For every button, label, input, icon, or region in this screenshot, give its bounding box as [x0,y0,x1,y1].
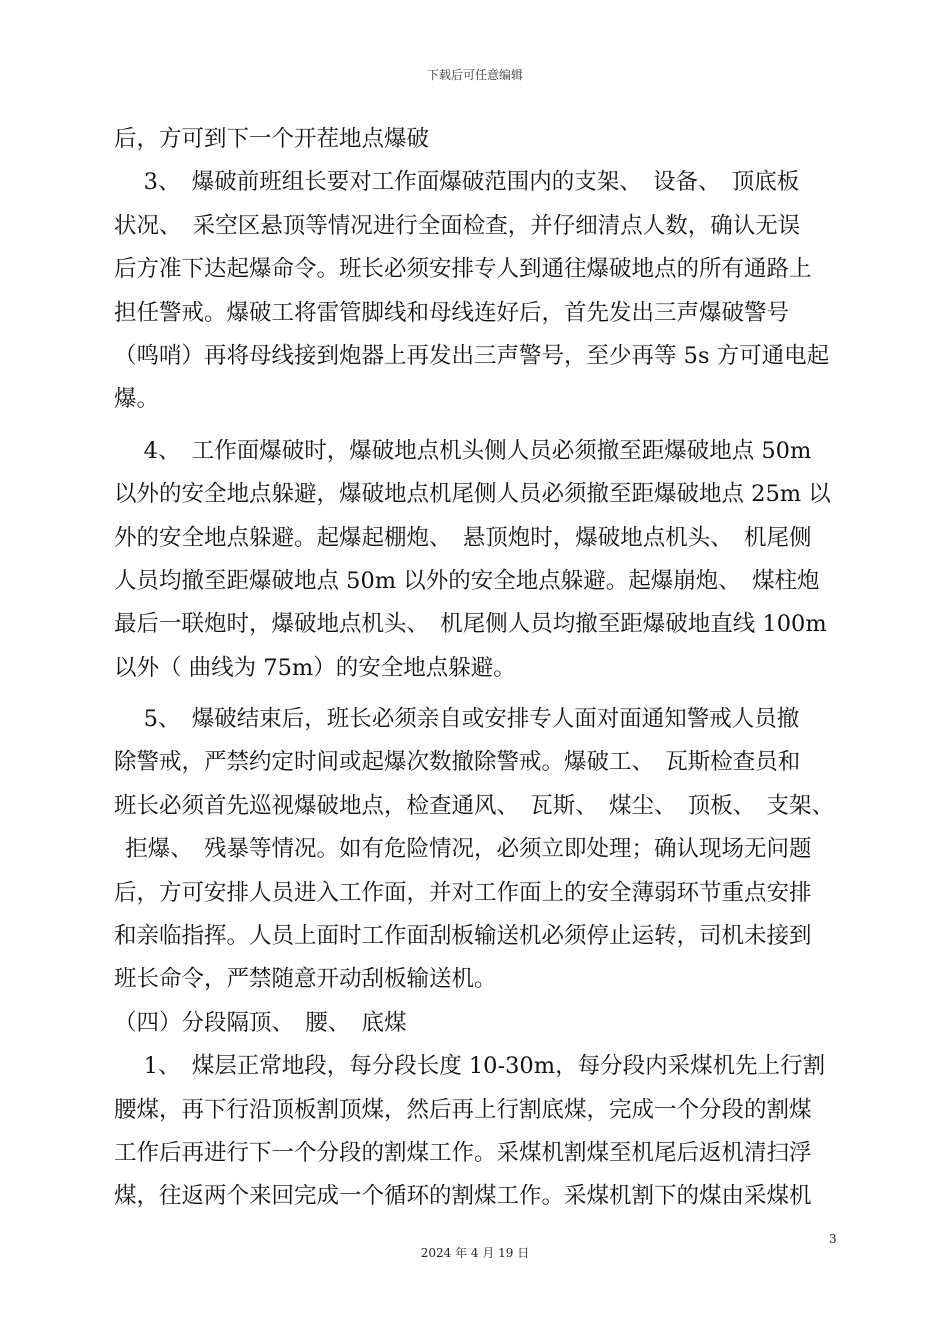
text-line: 状况、 采空区悬顶等情况进行全面检查，并仔细清点人数，确认无误 [114,212,801,239]
text-line: 最后一联炮时，爆破地点机头、 机尾侧人员均撤至距爆破地直线 100m [114,611,827,638]
text-line: 后，方可到下一个开茬地点爆破 [114,126,430,152]
text-line: 爆。 [114,386,160,413]
page-number: 3 [829,1232,837,1246]
text-line: （鸣哨）再将母线接到炮器上再发出三声警号，至少再等 5s 方可通电起 [114,342,830,369]
text-line: 煤，往返两个来回完成一个循环的割煤工作。采煤机割下的煤由采煤机 [114,1183,812,1210]
text-line: 3、 爆破前班组长要对工作面爆破范围内的支架、 设备、 顶底板 [114,169,800,196]
text-line: 和亲临指挥。人员上面时工作面刮板输送机必须停止运转，司机未接到 [114,923,812,950]
text-line: 5、 爆破结束后，班长必须亲自或安排专人面对面通知警戒人员撤 [114,706,800,733]
text-line: 后，方可安排人员进入工作面，并对工作面上的安全薄弱环节重点安排 [114,879,812,906]
page-header: 下载后可任意编辑 [426,68,523,82]
text-line: 班长必须首先巡视爆破地点，检查通风、 瓦斯、 煤尘、 顶板、 支架、 [114,792,835,819]
footer-date: 2024 年 4 月 19 日 [420,1246,530,1260]
document-body [114,118,849,1219]
text-line: 4、 工作面爆破时，爆破地点机头侧人员必须撤至距爆破地点 50m [114,437,812,464]
text-line: 人员均撤至距爆破地点 50m 以外的安全地点躲避。起爆崩炮、 煤柱炮 [114,567,820,594]
text-line: 除警戒，严禁约定时间或起爆次数撤除警戒。爆破工、 瓦斯检查员和 [114,749,801,776]
text-line: 腰煤，再下行沿顶板割顶煤，然后再上行割底煤，完成一个分段的割煤 [114,1096,812,1123]
text-line: 后方准下达起爆命令。班长必须安排专人到通往爆破地点的所有通路上 [114,256,812,283]
text-line: 1、 煤层正常地段，每分段长度 10-30m，每分段内采煤机先上行割 [114,1053,826,1080]
text-line: 工作后再进行下一个分段的割煤工作。采煤机割煤至机尾后返机清扫浮 [114,1139,812,1166]
text-line: 以外的安全地点躲避，爆破地点机尾侧人员必须撤至距爆破地点 25m 以 [114,481,831,508]
text-line: 外的安全地点躲避。起爆起棚炮、 悬顶炮时，爆破地点机头、 机尾侧 [114,524,812,551]
text-line: 拒爆、 残暴等情况。如有危险情况，必须立即处理；确认现场无问题 [114,836,812,863]
text-line: 以外（ 曲线为 75m）的安全地点躲避。 [114,654,516,681]
text-line: 担任警戒。爆破工将雷管脚线和母线连好后，首先发出三声爆破警号 [114,299,790,326]
text-line: 班长命令，严禁随意开动刮板输送机。 [114,966,497,993]
section-heading: （四）分段隔顶、 腰、 底煤 [114,1009,407,1036]
